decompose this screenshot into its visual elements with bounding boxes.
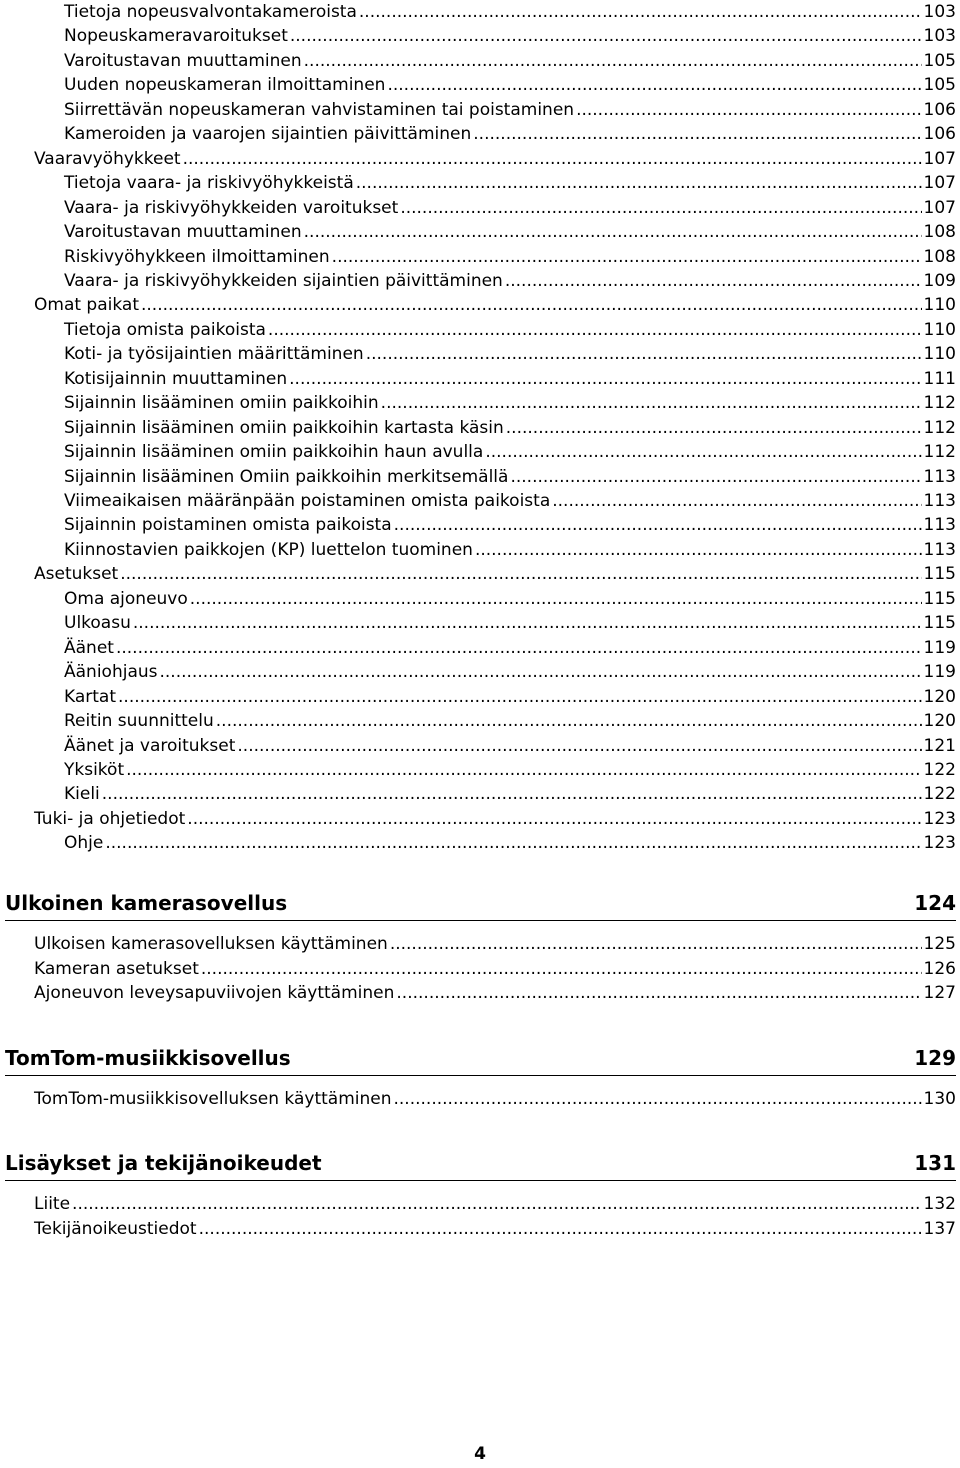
- toc-entry-title: Nopeuskameravaroitukset: [64, 26, 288, 46]
- toc-entry-title: Ulkoasu: [64, 613, 131, 633]
- toc-entry-page: 110: [923, 295, 956, 315]
- toc-entry[interactable]: [64, 636, 956, 660]
- toc-entry[interactable]: [34, 932, 956, 956]
- toc-section-page: 124: [914, 891, 956, 915]
- toc-leader-dots: [199, 1217, 922, 1241]
- toc-entry[interactable]: [64, 122, 956, 146]
- toc-leader-dots: [485, 440, 921, 464]
- toc-entry[interactable]: [64, 782, 956, 806]
- toc-entry[interactable]: [64, 416, 956, 440]
- toc-leader-dots: [332, 245, 922, 269]
- toc-entry-page: 120: [923, 711, 956, 731]
- toc-entry-title: Omat paikat: [34, 295, 139, 315]
- toc-leader-dots: [359, 0, 922, 24]
- toc-entry-title: Koti- ja työsijaintien määrittäminen: [64, 344, 364, 364]
- toc-entry-page: 125: [923, 934, 956, 954]
- toc-leader-dots: [576, 98, 921, 122]
- toc-entry-page: 111: [923, 369, 956, 389]
- toc-leader-dots: [201, 957, 922, 981]
- toc-entry[interactable]: [64, 245, 956, 269]
- toc-entry-title: Tuki- ja ohjetiedot: [34, 809, 186, 829]
- toc-leader-dots: [237, 734, 921, 758]
- toc-entry[interactable]: [64, 220, 956, 244]
- toc-entry-page: 108: [923, 222, 956, 242]
- toc-entry-page: 132: [923, 1194, 956, 1214]
- toc-section-heading[interactable]: [5, 888, 956, 918]
- toc-entry-title: Siirrettävän nopeuskameran vahvistaminen tai poistaminen: [64, 100, 575, 120]
- toc-entry-page: 119: [923, 638, 956, 658]
- toc-section-heading[interactable]: [5, 1148, 956, 1178]
- toc-entry-page: 113: [923, 491, 956, 511]
- toc-entry-page: 127: [923, 983, 956, 1003]
- toc-entry-page: 123: [923, 809, 956, 829]
- toc-entry-page: 109: [923, 271, 956, 291]
- toc-entry-title: Kameroiden ja vaarojen sijaintien päivittäminen: [64, 124, 472, 144]
- toc-leader-dots: [183, 147, 922, 171]
- toc-section-title: Lisäykset ja tekijänoikeudet: [5, 1151, 322, 1175]
- toc-entry[interactable]: [34, 293, 956, 317]
- toc-entry-page: 103: [923, 2, 956, 22]
- toc-entry-page: 122: [923, 784, 956, 804]
- toc-entry-title: Ulkoisen kamerasovelluksen käyttäminen: [34, 934, 388, 954]
- toc-leader-dots: [120, 562, 921, 586]
- toc-entry-title: Kiinnostavien paikkojen (KP) luettelon tuominen: [64, 540, 473, 560]
- toc-entry[interactable]: [64, 0, 956, 24]
- toc-leader-dots: [366, 342, 922, 366]
- toc-entry[interactable]: [64, 489, 956, 513]
- toc-entry[interactable]: [64, 465, 956, 489]
- toc-leader-dots: [506, 416, 922, 440]
- toc-entry-title: Viimeaikaisen määränpään poistaminen omista paikoista: [64, 491, 551, 511]
- toc-leader-dots: [105, 831, 921, 855]
- toc-leader-dots: [118, 685, 922, 709]
- toc-entry-title: Sijainnin lisääminen Omiin paikkoihin merkitsemällä: [64, 467, 509, 487]
- toc-entry-page: 113: [923, 515, 956, 535]
- toc-leader-dots: [394, 513, 922, 537]
- toc-entry[interactable]: [64, 367, 956, 391]
- toc-entry[interactable]: [34, 1217, 956, 1241]
- toc-entry-title: TomTom-musiikkisovelluksen käyttäminen: [34, 1089, 392, 1109]
- toc-entry-page: 106: [923, 124, 956, 144]
- toc-entry-title: Ääniohjaus: [64, 662, 158, 682]
- section-divider: [5, 1180, 956, 1181]
- toc-leader-dots: [400, 196, 921, 220]
- toc-leader-dots: [187, 807, 921, 831]
- toc-entry-title: Kameran asetukset: [34, 959, 199, 979]
- toc-entry-title: Äänet ja varoitukset: [64, 736, 236, 756]
- toc-entry-page: 137: [923, 1219, 956, 1239]
- toc-entry-page: 112: [923, 442, 956, 462]
- toc-section-page: 129: [914, 1046, 956, 1070]
- toc-entry-page: 107: [923, 198, 956, 218]
- toc-entry[interactable]: [64, 391, 956, 415]
- toc-entry-page: 115: [923, 613, 956, 633]
- toc-entry-page: 121: [923, 736, 956, 756]
- toc-entry[interactable]: [64, 49, 956, 73]
- toc-entry-page: 115: [923, 564, 956, 584]
- toc-entry-title: Sijainnin lisääminen omiin paikkoihin: [64, 393, 379, 413]
- toc-entry-title: Kotisijainnin muuttaminen: [64, 369, 288, 389]
- toc-entry-title: Sijainnin poistaminen omista paikoista: [64, 515, 392, 535]
- toc-leader-dots: [133, 611, 922, 635]
- section-divider: [5, 920, 956, 921]
- toc-leader-dots: [102, 782, 922, 806]
- toc-entry[interactable]: [64, 98, 956, 122]
- toc-entry-title: Riskivyöhykkeen ilmoittaminen: [64, 247, 330, 267]
- toc-entry-page: 105: [923, 51, 956, 71]
- toc-entry-page: 120: [923, 687, 956, 707]
- toc-entry[interactable]: [34, 1192, 956, 1216]
- toc-entry[interactable]: [64, 660, 956, 684]
- toc-entry[interactable]: [64, 587, 956, 611]
- toc-entry-title: Varoitustavan muuttaminen: [64, 222, 302, 242]
- toc-leader-dots: [141, 293, 922, 317]
- toc-leader-dots: [394, 1087, 922, 1111]
- toc-entry-title: Vaara- ja riskivyöhykkeiden sijaintien päivittäminen: [64, 271, 503, 291]
- toc-entry[interactable]: [34, 1087, 956, 1111]
- toc-entry[interactable]: [64, 269, 956, 293]
- toc-entry-page: 103: [923, 26, 956, 46]
- toc-entry-title: Tietoja vaara- ja riskivyöhykkeistä: [64, 173, 354, 193]
- toc-entry[interactable]: [64, 831, 956, 855]
- toc-leader-dots: [505, 269, 922, 293]
- toc-leader-dots: [289, 367, 921, 391]
- toc-leader-dots: [160, 660, 922, 684]
- toc-entry-page: 110: [923, 344, 956, 364]
- toc-entry-title: Kartat: [64, 687, 117, 707]
- toc-entry-page: 113: [923, 540, 956, 560]
- toc-entry-title: Kieli: [64, 784, 100, 804]
- toc-leader-dots: [390, 932, 922, 956]
- toc-leader-dots: [290, 24, 922, 48]
- toc-entry-title: Tietoja nopeusvalvontakameroista: [64, 2, 357, 22]
- toc-section-page: 131: [914, 1151, 956, 1175]
- toc-entry-page: 130: [923, 1089, 956, 1109]
- toc-entry-title: Yksiköt: [64, 760, 125, 780]
- toc-entry[interactable]: [64, 734, 956, 758]
- toc-entry-title: Sijainnin lisääminen omiin paikkoihin haun avulla: [64, 442, 484, 462]
- toc-entry-page: 112: [923, 418, 956, 438]
- toc-entry-title: Sijainnin lisääminen omiin paikkoihin kartasta käsin: [64, 418, 504, 438]
- toc-entry-title: Ohje: [64, 833, 104, 853]
- toc-entry-page: 126: [923, 959, 956, 979]
- toc-entry[interactable]: [64, 171, 956, 195]
- toc-entry[interactable]: [34, 562, 956, 586]
- toc-entry[interactable]: [64, 73, 956, 97]
- toc-leader-dots: [268, 318, 922, 342]
- toc-entry[interactable]: [64, 709, 956, 733]
- toc-entry-page: 112: [923, 393, 956, 413]
- toc-entry-page: 119: [923, 662, 956, 682]
- toc-entry-title: Vaara- ja riskivyöhykkeiden varoitukset: [64, 198, 399, 218]
- toc-entry-page: 113: [923, 467, 956, 487]
- toc-entry-page: 110: [923, 320, 956, 340]
- toc-entry[interactable]: [64, 440, 956, 464]
- toc-entry-title: Varoitustavan muuttaminen: [64, 51, 302, 71]
- toc-entry-title: Uuden nopeuskameran ilmoittaminen: [64, 75, 386, 95]
- page-number: 4: [474, 1444, 486, 1464]
- toc-leader-dots: [216, 709, 922, 733]
- toc-section-title: Ulkoinen kamerasovellus: [5, 891, 288, 915]
- toc-entry[interactable]: [64, 538, 956, 562]
- toc-leader-dots: [116, 636, 922, 660]
- toc-entry[interactable]: [64, 24, 956, 48]
- toc-entry-title: Vaaravyöhykkeet: [34, 149, 181, 169]
- toc-entry-page: 107: [923, 149, 956, 169]
- toc-entry-title: Asetukset: [34, 564, 119, 584]
- toc-leader-dots: [356, 171, 922, 195]
- toc-entry-page: 123: [923, 833, 956, 853]
- toc-leader-dots: [552, 489, 921, 513]
- toc-entry[interactable]: [34, 807, 956, 831]
- toc-entry[interactable]: [34, 957, 956, 981]
- toc-entry[interactable]: [64, 611, 956, 635]
- toc-entry-page: 108: [923, 247, 956, 267]
- toc-entry-title: Liite: [34, 1194, 71, 1214]
- toc-entry-title: Oma ajoneuvo: [64, 589, 188, 609]
- toc-entry[interactable]: [64, 758, 956, 782]
- toc-entry-title: Ajoneuvon leveysapuviivojen käyttäminen: [34, 983, 395, 1003]
- toc-entry-page: 122: [923, 760, 956, 780]
- toc-entry-page: 106: [923, 100, 956, 120]
- toc-leader-dots: [190, 587, 922, 611]
- toc-entry-title: Tekijänoikeustiedot: [34, 1219, 197, 1239]
- toc-section-heading[interactable]: [5, 1043, 956, 1073]
- toc-leader-dots: [304, 220, 922, 244]
- toc-entry[interactable]: [64, 513, 956, 537]
- toc-leader-dots: [510, 465, 921, 489]
- toc-entry-title: Reitin suunnittelu: [64, 711, 214, 731]
- toc-entry[interactable]: [64, 342, 956, 366]
- toc-entry[interactable]: [34, 147, 956, 171]
- toc-entry-page: 107: [923, 173, 956, 193]
- toc-entry-title: Äänet: [64, 638, 114, 658]
- toc-entry-title: Tietoja omista paikoista: [64, 320, 266, 340]
- toc-entry[interactable]: [64, 318, 956, 342]
- toc-entry[interactable]: [64, 685, 956, 709]
- toc-entry-page: 105: [923, 75, 956, 95]
- toc-leader-dots: [72, 1192, 922, 1216]
- toc-leader-dots: [381, 391, 922, 415]
- toc-leader-dots: [126, 758, 921, 782]
- section-divider: [5, 1075, 956, 1076]
- toc-leader-dots: [475, 538, 922, 562]
- toc-section-title: TomTom-musiikkisovellus: [5, 1046, 291, 1070]
- toc-leader-dots: [473, 122, 921, 146]
- toc-entry-page: 115: [923, 589, 956, 609]
- toc-leader-dots: [396, 981, 921, 1005]
- toc-leader-dots: [387, 73, 921, 97]
- toc-entry[interactable]: [34, 981, 956, 1005]
- toc-entry[interactable]: [64, 196, 956, 220]
- toc-leader-dots: [304, 49, 922, 73]
